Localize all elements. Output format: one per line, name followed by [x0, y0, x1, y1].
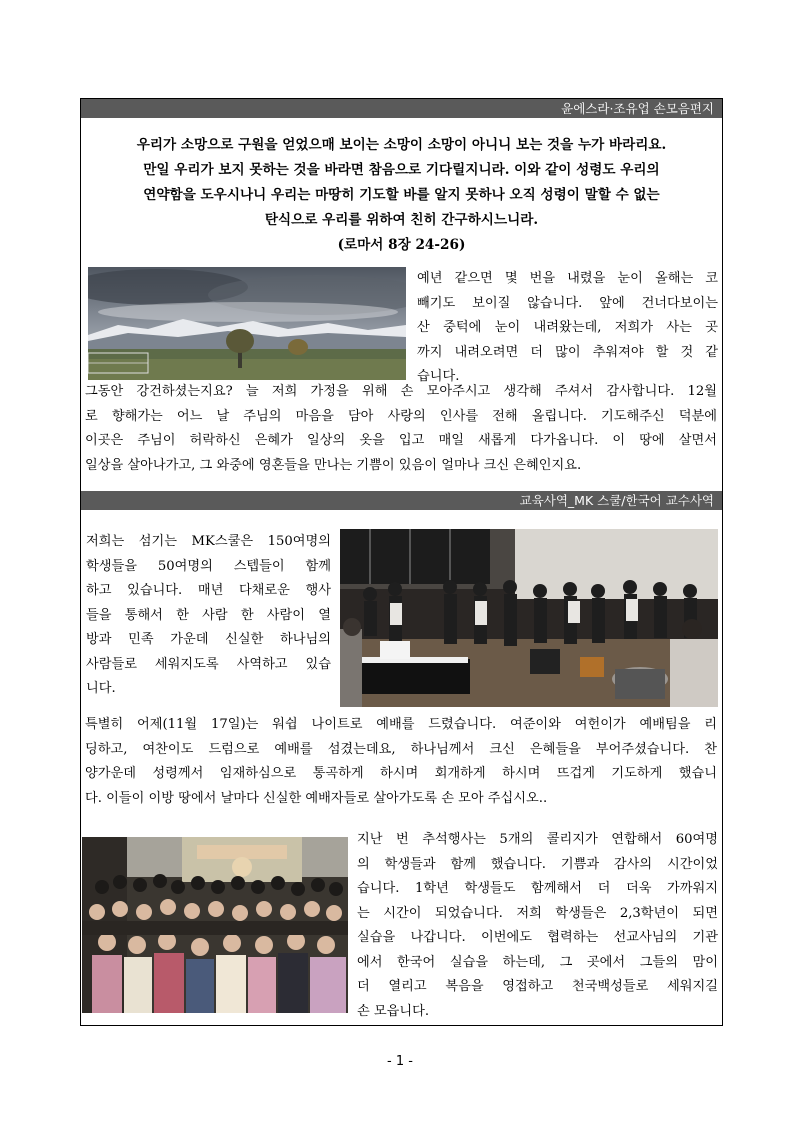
text-line: 특별히 어제(11월 17일)는 워쉽 나이트로 예배를 드렸습니다. 여준이와 여헌이가 예배팀을 리 [85, 717, 717, 732]
banner-title: 교육사역_MK 스쿨/한국어 교수사역 [519, 493, 714, 508]
weather-paragraph [417, 267, 718, 390]
verse-reference: (로마서 8장 24-26) [337, 237, 466, 253]
text-line: 일상을 살아나가고, 그 와중에 영혼들을 만나는 기쁨이 있음이 얼마나 크신 은혜인지요. [85, 457, 582, 473]
text-line: 까지 내려오려면 더 많이 추워져야 할 것 같 [417, 344, 718, 360]
text-line: 양가운데 성령께서 임재하심으로 통곡하게 하시며 회개하게 하시며 뜨겁게 기도하게 했습니 [85, 766, 717, 781]
page-number: - 1 - [387, 1054, 413, 1069]
text-line: 방과 민족 가운데 신실한 하나님의 [86, 632, 331, 647]
text-line: 들을 통해서 한 사람 한 사람이 열 [86, 607, 331, 623]
text-line: 딩하고, 여찬이도 드럼으로 예배를 섬겼는데요, 하나님께서 크신 은혜들을 부어주셨습니다. 찬 [85, 741, 717, 757]
chuseok-group-photo [82, 837, 348, 1013]
text-line: 예년 같으면 몇 번을 내렸을 눈이 올해는 코 [417, 271, 718, 286]
mk-school-paragraph [86, 530, 331, 702]
text-line: 학생들을 50여명의 스텝들이 함께 [86, 558, 331, 574]
text-line: 로 향해가는 어느 날 주님의 마음을 담아 사랑의 인사를 전해 올립니다. 기도해주신 덕분에 [85, 408, 717, 424]
text-line: 손 모읍니다. [357, 1003, 430, 1019]
scripture-verse [99, 133, 704, 258]
text-line: 빼기도 보이질 않습니다. 앞에 건너다보이는 [417, 295, 718, 311]
verse-line: 연약함을 도우시나니 우리는 마땅히 기도할 바를 알지 못하나 오직 성령이 말할 수 없는 [143, 187, 660, 203]
text-line: 는 시간이 되었습니다. 저희 학생들은 2,3학년이 되면 [357, 905, 718, 921]
text-line: 습니다. 1학년 학생들도 함께해서 더 더욱 가까워지 [357, 881, 718, 896]
text-line: 의 학생들과 함께 했습니다. 기쁨과 감사의 시간이었 [357, 856, 718, 872]
worship-night-paragraph [85, 713, 717, 811]
text-line: 이곳은 주님이 허락하신 은혜가 일상의 옷을 입고 매일 새롭게 다가옵니다. 이 땅에 살면서 [85, 433, 717, 448]
banner-title: 윤에스라·조유업 손모음편지 [561, 101, 714, 116]
verse-line: 탄식으로 우리를 위하여 친히 간구하시느니라. [264, 212, 539, 228]
section-banner-education [81, 491, 722, 510]
text-line: 에서 한국어 실습을 하는데, 그 곳에서 그들의 맘이 [357, 954, 718, 970]
letter-frame [80, 98, 723, 1026]
text-line: 더 열리고 복음을 영접하고 천국백성들로 세워지길 [357, 979, 718, 994]
verse-line: 우리가 소망으로 구원을 얻었으매 보이는 소망이 소망이 아니니 보는 것을 누가 바라리요. [136, 137, 667, 153]
section-banner-prayer-letter [81, 99, 722, 118]
text-line: 저희는 섬기는 MK스쿨은 150여명의 [86, 534, 331, 549]
worship-night-photo [340, 529, 718, 707]
text-line: 하고 있습니다. 매년 다채로운 행사 [86, 583, 331, 598]
text-line: 실습을 나갑니다. 이번에도 협력하는 선교사님의 기관 [357, 930, 718, 945]
text-line: 습니다. [417, 369, 460, 384]
verse-line: 만일 우리가 보지 못하는 것을 바라면 참음으로 기다릴지니라. 이와 같이 성령도 우리의 [143, 162, 660, 178]
text-line: 다. 이들이 이방 땅에서 날마다 신실한 예배자들로 살아가도록 손 모아 주십시오.. [85, 790, 548, 806]
text-line: 그동안 강건하셨는지요? 늘 저희 가정을 위해 손 모아주시고 생각해 주셔서 감사합니다. 12월 [85, 384, 717, 399]
text-line: 니다. [86, 681, 116, 696]
greeting-paragraph [85, 380, 717, 478]
chuseok-paragraph [357, 828, 718, 1024]
text-line: 사람들로 세워지도록 사역하고 있습 [86, 656, 331, 672]
mountain-photo [88, 267, 406, 380]
text-line: 지난 번 추석행사는 5개의 콜리지가 연합해서 60여명 [357, 832, 718, 847]
text-line: 산 중턱에 눈이 내려왔는데, 저희가 사는 곳 [417, 320, 718, 335]
